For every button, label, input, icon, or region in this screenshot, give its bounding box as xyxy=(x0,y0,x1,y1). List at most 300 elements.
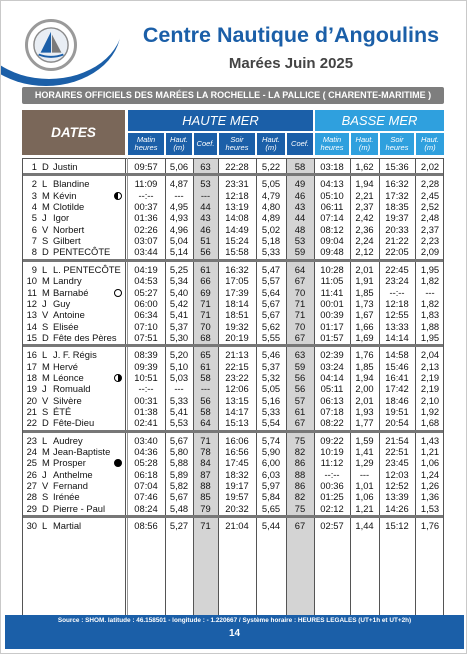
weekday-letter: M xyxy=(42,201,50,213)
cell-h1: 5,48 xyxy=(169,502,189,514)
cell-b1: 1,67 xyxy=(355,309,374,321)
cell-b2: 1,06 xyxy=(420,457,440,469)
week-separator xyxy=(23,173,443,176)
cell-c2: 88 xyxy=(294,468,306,480)
cell-hm1: 08:39 xyxy=(134,349,158,361)
table-row xyxy=(22,287,444,299)
cell-b1: 2,24 xyxy=(355,235,374,247)
cell-bm2: 17:42 xyxy=(385,383,409,395)
cell-c1: 78 xyxy=(200,446,211,458)
cell-b1: 1,69 xyxy=(355,331,374,343)
saint-name: Barnabé xyxy=(53,286,89,298)
saint-name: Fête-Dieu xyxy=(53,417,95,429)
cell-hm2: 19:57 xyxy=(225,491,249,503)
weekday-letter: S xyxy=(42,235,49,247)
cell-c1: --- xyxy=(200,383,211,395)
day-number: 2 xyxy=(31,178,37,190)
cell-hm1: 07:46 xyxy=(134,491,158,503)
cell-bm2: 21:22 xyxy=(385,235,409,247)
saint-name: Landry xyxy=(53,275,82,287)
cell-hm2: 21:04 xyxy=(225,520,249,532)
cell-b1: 2,12 xyxy=(355,246,374,258)
cell-c1: 65 xyxy=(200,349,211,361)
cell-bm1: 02:12 xyxy=(320,502,344,514)
cell-c2: 70 xyxy=(294,286,306,298)
cell-b1: 1,94 xyxy=(355,371,374,383)
cell-h1: 5,40 xyxy=(169,286,189,298)
cell-hm1: 06:00 xyxy=(134,297,158,309)
table-row xyxy=(22,457,444,469)
cell-bm2: 17:32 xyxy=(385,189,409,201)
dates-header: DATES xyxy=(22,110,125,155)
cell-c2: 57 xyxy=(294,394,306,406)
cell-hm1: 10:51 xyxy=(134,371,158,383)
cell-h1: 5,34 xyxy=(169,275,189,287)
cell-b1: --- xyxy=(359,468,370,480)
cell-bm2: 19:51 xyxy=(385,406,409,417)
table-row xyxy=(22,361,444,373)
saint-name: Norbert xyxy=(53,223,85,235)
cell-hm2: 22:15 xyxy=(225,360,249,372)
cell-h1: 5,53 xyxy=(169,417,189,429)
cell-c1: 64 xyxy=(200,417,211,429)
cell-c1: 79 xyxy=(200,502,211,514)
day-number: 7 xyxy=(31,235,37,247)
cell-hm2: 14:08 xyxy=(225,212,249,224)
table-row xyxy=(22,201,444,213)
day-number: 9 xyxy=(31,263,37,275)
moon-phase-icon xyxy=(114,374,122,382)
day-number: 14 xyxy=(26,320,37,332)
weekday-letter: L xyxy=(42,263,48,275)
cell-h1: 5,37 xyxy=(169,320,189,332)
cell-hm1: 01:36 xyxy=(134,212,158,224)
cell-c1: 51 xyxy=(200,235,211,247)
cell-c1: 88 xyxy=(200,480,211,492)
cell-b2: 2,19 xyxy=(420,371,440,383)
bm-haut2-header: Haut. (m) xyxy=(416,133,444,155)
cell-bm1: 06:11 xyxy=(320,201,344,213)
cell-b2: 2,23 xyxy=(420,235,440,247)
cell-bm1: 00:01 xyxy=(320,297,344,309)
cell-c2: 59 xyxy=(294,360,306,372)
cell-hm2: 14:17 xyxy=(225,406,249,417)
cell-c2: 67 xyxy=(294,275,306,287)
cell-h2: 5,62 xyxy=(261,320,281,332)
cell-hm1: 09:57 xyxy=(134,161,158,172)
cell-bm1: 00:36 xyxy=(320,480,344,492)
cell-h1: 5,88 xyxy=(169,457,189,469)
weekday-letter: L xyxy=(42,520,48,532)
cell-c1: 87 xyxy=(200,468,211,480)
saint-name: Anthelme xyxy=(53,468,93,480)
cell-c2: 75 xyxy=(294,502,306,514)
cell-b2: 1,26 xyxy=(420,480,440,492)
cell-bm2: 15:36 xyxy=(385,161,409,172)
cell-hm2: 19:17 xyxy=(225,480,249,492)
cell-bm2: 20:33 xyxy=(385,223,409,235)
table-row xyxy=(22,224,444,236)
cell-hm1: 06:18 xyxy=(134,468,158,480)
cell-hm2: 22:28 xyxy=(225,161,249,172)
table-row xyxy=(22,446,444,458)
cell-bm2: 15:12 xyxy=(385,520,409,532)
cell-hm2: 18:32 xyxy=(225,468,249,480)
cell-hm2: 15:58 xyxy=(225,246,249,258)
cell-c2: 61 xyxy=(294,406,306,417)
cell-bm2: 21:54 xyxy=(385,434,409,446)
cell-c2: 59 xyxy=(294,246,306,258)
cell-c2: 82 xyxy=(294,491,306,503)
week-separator xyxy=(23,515,443,518)
cell-hm1: 11:09 xyxy=(134,178,158,190)
cell-bm1: 03:18 xyxy=(320,161,344,172)
cell-b1: 2,01 xyxy=(355,263,374,275)
week-separator xyxy=(23,430,443,433)
cell-b2: 1,24 xyxy=(420,468,440,480)
cell-c2: 56 xyxy=(294,383,306,395)
weekday-letter: L xyxy=(42,434,48,446)
cell-bm1: 02:57 xyxy=(320,520,344,532)
cell-hm2: 16:32 xyxy=(225,263,249,275)
cell-b2: 1,92 xyxy=(420,406,440,417)
cell-b2: 1,43 xyxy=(420,434,440,446)
cell-b2: 2,04 xyxy=(420,349,440,361)
cell-b2: 2,37 xyxy=(420,223,440,235)
day-number: 23 xyxy=(26,434,37,446)
cell-bm2: 12:52 xyxy=(385,480,409,492)
cell-c1: 43 xyxy=(200,212,211,224)
cell-hm1: 03:07 xyxy=(134,235,158,247)
cell-hm1: 04:53 xyxy=(134,275,158,287)
bm-matin-header: Matin heures xyxy=(315,133,349,155)
cell-bm1: 01:17 xyxy=(320,320,344,332)
bm-soir-header: Soir heures xyxy=(380,133,414,155)
cell-c2: 71 xyxy=(294,309,306,321)
day-number: 8 xyxy=(31,246,37,258)
weekday-letter: L xyxy=(42,349,48,361)
saint-name: Gilbert xyxy=(53,235,81,247)
weekday-letter: S xyxy=(42,491,49,503)
cell-bm1: 00:39 xyxy=(320,309,344,321)
cell-c1: --- xyxy=(200,189,211,201)
cell-h2: 5,44 xyxy=(261,520,281,532)
cell-bm2: 12:18 xyxy=(385,297,409,309)
saint-name: J. F. Régis xyxy=(53,349,97,361)
day-number: 25 xyxy=(26,457,37,469)
cell-hm2: 20:19 xyxy=(225,331,249,343)
weekday-letter: L xyxy=(42,178,48,190)
cell-hm1: 08:24 xyxy=(134,502,158,514)
cell-bm1: 04:14 xyxy=(320,371,344,383)
cell-c1: 58 xyxy=(200,371,211,383)
cell-bm2: 16:32 xyxy=(385,178,409,190)
saint-name: Pierre - Paul xyxy=(53,502,106,514)
cell-h1: 4,87 xyxy=(169,178,189,190)
cell-bm2: 18:46 xyxy=(385,394,409,406)
cell-b2: 2,13 xyxy=(420,360,440,372)
cell-b2: --- xyxy=(425,286,435,298)
cell-h1: 5,67 xyxy=(169,491,189,503)
cell-hm2: 21:13 xyxy=(225,349,249,361)
cell-bm1: 03:24 xyxy=(320,360,344,372)
cell-b1: 1,59 xyxy=(355,434,374,446)
cell-c1: 68 xyxy=(200,331,211,343)
cell-hm2: 18:51 xyxy=(225,309,249,321)
cell-c2: 48 xyxy=(294,223,306,235)
cell-hm1: 02:26 xyxy=(134,223,158,235)
cell-h1: 5,67 xyxy=(169,434,189,446)
cell-hm1: 09:39 xyxy=(134,360,158,372)
cell-hm1: 07:51 xyxy=(134,331,158,343)
moon-phase-icon xyxy=(114,192,122,200)
cell-c1: 71 xyxy=(200,520,211,532)
table-row xyxy=(22,178,444,190)
table-row xyxy=(22,321,444,333)
cell-b1: 1,85 xyxy=(355,286,374,298)
day-number: 24 xyxy=(26,446,37,458)
weekday-letter: S xyxy=(42,406,49,417)
weekday-letter: M xyxy=(42,371,50,383)
cell-h1: 5,82 xyxy=(169,480,189,492)
weekday-letter: D xyxy=(42,331,49,343)
cell-h1: 5,25 xyxy=(169,263,189,275)
cell-hm1: 04:19 xyxy=(134,263,158,275)
cell-bm2: 15:46 xyxy=(385,360,409,372)
day-number: 10 xyxy=(26,275,37,287)
cell-h2: 5,47 xyxy=(261,263,281,275)
weekday-letter: M xyxy=(42,457,50,469)
table-row xyxy=(22,503,444,515)
cell-b2: 2,45 xyxy=(420,189,440,201)
cell-h1: --- xyxy=(174,383,184,395)
cell-bm1: 07:14 xyxy=(320,212,344,224)
day-number: 27 xyxy=(26,480,37,492)
weekday-letter: J xyxy=(42,383,47,395)
hm-coef1-header: Coef. xyxy=(194,133,217,155)
cell-b1: 2,21 xyxy=(355,189,374,201)
bm-haut1-header: Haut. (m) xyxy=(351,133,378,155)
saint-name: ÉTÉ xyxy=(53,406,72,417)
cell-h2: 5,57 xyxy=(261,275,281,287)
cell-b2: 1,36 xyxy=(420,491,440,503)
table-row xyxy=(22,332,444,344)
day-number: 4 xyxy=(31,201,37,213)
cell-h1: 5,41 xyxy=(169,406,189,417)
cell-b1: 1,41 xyxy=(355,446,374,458)
cell-bm1: 09:04 xyxy=(320,235,344,247)
cell-b2: 2,28 xyxy=(420,178,440,190)
day-number: 6 xyxy=(31,223,37,235)
page-number: 14 xyxy=(228,628,241,639)
cell-c2: 71 xyxy=(294,297,306,309)
table-row xyxy=(22,417,444,429)
cell-bm1: 01:57 xyxy=(320,331,344,343)
day-number: 3 xyxy=(31,189,37,201)
official-banner: HORAIRES OFFICIELS DES MARÉES LA ROCHELLE - LA PALLICE ( CHARENTE-MARITIME ) xyxy=(22,87,444,104)
cell-hm2: 17:05 xyxy=(225,275,249,287)
cell-hm1: 01:38 xyxy=(134,406,158,417)
cell-b2: 1,82 xyxy=(420,297,440,309)
saint-name: Hervé xyxy=(53,360,79,372)
cell-b1: 1,94 xyxy=(355,178,374,190)
cell-h2: 5,22 xyxy=(261,161,281,172)
saint-name: Jean-Baptiste xyxy=(53,446,111,458)
cell-hm2: 12:18 xyxy=(225,189,249,201)
day-number: 22 xyxy=(26,417,37,429)
cell-bm1: 11:05 xyxy=(320,275,344,287)
day-number: 13 xyxy=(26,309,37,321)
saint-name: PENTECÔTE xyxy=(53,246,111,258)
day-number: 26 xyxy=(26,468,37,480)
cell-h1: 5,33 xyxy=(169,394,189,406)
saint-name: Guy xyxy=(53,297,71,309)
cell-h1: 5,80 xyxy=(169,446,189,458)
cell-bm2: 14:14 xyxy=(385,331,409,343)
cell-h1: 5,04 xyxy=(169,235,189,247)
cell-h1: 5,42 xyxy=(169,297,189,309)
cell-b1: 1,85 xyxy=(355,360,374,372)
weekday-letter: M xyxy=(42,286,50,298)
cell-hm1: 05:28 xyxy=(134,457,158,469)
table-row xyxy=(22,395,444,407)
cell-b2: 1,95 xyxy=(420,263,440,275)
saint-name: Irénée xyxy=(53,491,80,503)
day-number: 5 xyxy=(31,212,37,224)
basse-mer-header: BASSE MER xyxy=(315,110,444,131)
cell-hm2: 13:15 xyxy=(225,394,249,406)
weekday-letter: S xyxy=(42,320,49,332)
cell-bm1: 09:48 xyxy=(320,246,344,258)
cell-c1: 46 xyxy=(200,223,211,235)
cell-c2: 46 xyxy=(294,189,306,201)
page-subtitle: Marées Juin 2025 xyxy=(228,55,354,72)
cell-c2: 82 xyxy=(294,446,306,458)
saint-name: Martial xyxy=(53,520,82,532)
cell-b1: 1,06 xyxy=(355,491,374,503)
hm-coef2-header: Coef. xyxy=(287,133,313,155)
saint-name: Kévin xyxy=(53,189,77,201)
cell-bm1: 06:13 xyxy=(320,394,344,406)
cell-c1: 71 xyxy=(200,434,211,446)
cell-bm1: 08:12 xyxy=(320,223,344,235)
weekday-letter: V xyxy=(42,394,49,406)
cell-h2: 5,16 xyxy=(261,394,281,406)
table-row xyxy=(22,246,444,258)
table-row xyxy=(22,264,444,276)
cell-bm1: 11:41 xyxy=(320,286,344,298)
cell-hm2: 16:56 xyxy=(225,446,249,458)
cell-h2: 5,67 xyxy=(261,309,281,321)
weekday-letter: V xyxy=(42,223,49,235)
cell-b2: 1,95 xyxy=(420,331,440,343)
cell-b2: 2,09 xyxy=(420,246,440,258)
cell-bm2: 18:35 xyxy=(385,201,409,213)
day-number: 17 xyxy=(26,360,37,372)
cell-c1: 66 xyxy=(200,275,211,287)
weekday-letter: M xyxy=(42,189,50,201)
weekday-letter: D xyxy=(42,417,49,429)
weekday-letter: V xyxy=(42,480,49,492)
day-number: 12 xyxy=(26,297,37,309)
cell-hm1: 06:34 xyxy=(134,309,158,321)
cell-c1: 44 xyxy=(200,201,211,213)
cell-b1: 2,36 xyxy=(355,223,374,235)
cell-h1: 5,30 xyxy=(169,331,189,343)
cell-h1: --- xyxy=(174,189,184,201)
day-number: 21 xyxy=(26,406,37,417)
cell-b2: 2,02 xyxy=(420,161,440,172)
saint-name: Blandine xyxy=(53,178,90,190)
cell-hm2: 15:24 xyxy=(225,235,249,247)
cell-c2: 67 xyxy=(294,520,306,532)
cell-c2: 67 xyxy=(294,331,306,343)
table-row xyxy=(22,298,444,310)
moon-phase-icon xyxy=(114,289,122,297)
cell-c1: 70 xyxy=(200,320,211,332)
cell-hm2: 17:45 xyxy=(225,457,249,469)
table-row xyxy=(22,212,444,224)
cell-hm2: 17:39 xyxy=(225,286,249,298)
cell-c2: 86 xyxy=(294,480,306,492)
cell-h2: 5,02 xyxy=(261,223,281,235)
cell-h2: 5,05 xyxy=(261,178,281,190)
cell-bm2: 14:58 xyxy=(385,349,409,361)
saint-name: Fête des Pères xyxy=(53,331,117,343)
day-number: 29 xyxy=(26,502,37,514)
cell-c2: 67 xyxy=(294,417,306,429)
cell-c1: 63 xyxy=(200,161,211,172)
weekday-letter: V xyxy=(42,309,49,321)
cell-bm1: 09:22 xyxy=(320,434,344,446)
cell-c2: 53 xyxy=(294,235,306,247)
saint-name: Silvère xyxy=(53,394,82,406)
cell-h2: 5,05 xyxy=(261,383,281,395)
cell-bm2: 22:05 xyxy=(385,246,409,258)
week-separator xyxy=(23,259,443,262)
cell-c1: 56 xyxy=(200,246,211,258)
saint-name: Igor xyxy=(53,212,70,224)
table-row xyxy=(22,372,444,384)
cell-c1: 56 xyxy=(200,394,211,406)
cell-b1: 1,73 xyxy=(355,297,374,309)
cell-h1: 5,89 xyxy=(169,468,189,480)
cell-h1: 5,10 xyxy=(169,360,189,372)
page-title: Centre Nautique d’Angoulins xyxy=(142,23,440,47)
cell-bm2: 23:24 xyxy=(385,275,409,287)
cell-hm1: 07:04 xyxy=(134,480,158,492)
cell-bm1: 01:25 xyxy=(320,491,344,503)
cell-hm2: 12:06 xyxy=(225,383,249,395)
cell-hm2: 14:49 xyxy=(225,223,249,235)
cell-b1: 2,01 xyxy=(355,394,374,406)
weekday-letter: M xyxy=(42,360,50,372)
day-number: 15 xyxy=(26,331,37,343)
cell-hm1: 02:41 xyxy=(134,417,158,429)
cell-bm2: 16:41 xyxy=(385,371,409,383)
table-row xyxy=(22,520,444,532)
cell-h2: 5,97 xyxy=(261,480,281,492)
cell-h1: 4,96 xyxy=(169,223,189,235)
cell-h2: 5,37 xyxy=(261,360,281,372)
cell-c2: 70 xyxy=(294,320,306,332)
cell-bm2: 12:55 xyxy=(385,309,409,321)
cell-b2: 1,21 xyxy=(420,446,440,458)
cell-b2: 2,10 xyxy=(420,394,440,406)
table-row xyxy=(22,161,444,173)
weekday-letter: J xyxy=(42,468,47,480)
cell-b1: 1,93 xyxy=(355,406,374,417)
